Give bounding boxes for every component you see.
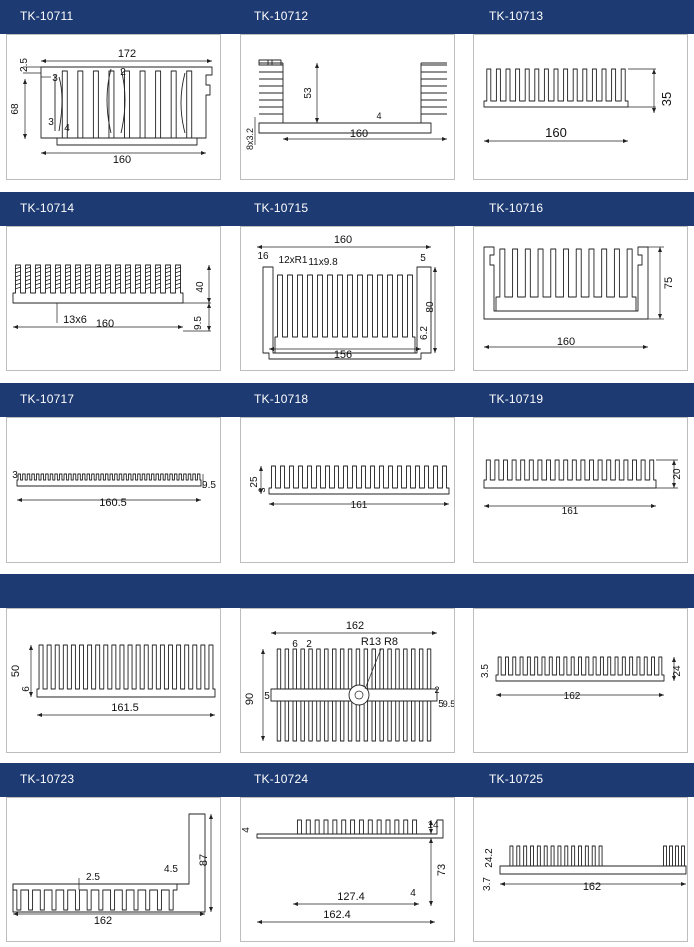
profile-drawing-tk-10712 <box>240 34 455 180</box>
dimension-arrow <box>496 693 501 697</box>
profile-outline <box>496 249 636 311</box>
profile-outline <box>500 866 686 874</box>
product-title: TK-10724 <box>254 772 309 786</box>
dimension-arrow <box>209 907 213 912</box>
dimension-label: 25 <box>249 476 260 488</box>
profile-outline <box>13 814 205 912</box>
dimension-arrow <box>651 504 656 508</box>
dimension-label: 4.5 <box>164 864 178 875</box>
dimension-label: 9.5 <box>202 480 216 491</box>
dimension-arrow <box>672 657 676 662</box>
dimension-label: R8 <box>383 636 399 648</box>
dimension-arrow <box>658 314 662 319</box>
dimension-label: 172 <box>117 48 137 60</box>
dimension-arrow <box>207 265 211 270</box>
dimension-arrow <box>269 347 274 351</box>
dimension-arrow <box>658 247 662 252</box>
product-title: TK-10715 <box>254 201 309 215</box>
row-header-5 <box>0 763 694 797</box>
dimension-label: 20 <box>672 468 683 480</box>
drawing-svg <box>241 35 455 180</box>
dimension-label: 160 <box>545 125 567 140</box>
profile-outline <box>496 657 664 681</box>
dimension-label: R13 <box>360 636 382 648</box>
product-title: TK-10714 <box>20 201 75 215</box>
dimension-arrow <box>659 693 664 697</box>
profile-outline <box>275 275 415 353</box>
profile-outline <box>257 820 443 838</box>
dimension-label: 90 <box>244 692 256 706</box>
dimension-label: 80 <box>425 301 436 313</box>
product-title: TK-10712 <box>254 9 309 23</box>
dimension-arrow <box>207 59 212 63</box>
dimension-label: 161 <box>350 500 368 511</box>
dimension-label: 50 <box>10 664 22 678</box>
dimension-arrow <box>681 882 686 886</box>
dimension-label: 2 <box>434 685 440 695</box>
dimension-label: 13x6 <box>63 314 87 326</box>
dimension-arrow <box>200 912 205 916</box>
dimension-label: 162 <box>93 915 113 927</box>
dimension-label: 87 <box>198 853 210 867</box>
product-title: TK-10718 <box>254 392 309 406</box>
dimension-label: 9.5 <box>442 699 456 709</box>
dimension-arrow <box>257 245 262 249</box>
dimension-label: 160 <box>95 318 115 330</box>
dimension-label: 160 <box>556 336 576 348</box>
row-header-4 <box>0 574 694 608</box>
dimension-arrow <box>484 345 489 349</box>
dimension-label: 162 <box>345 620 365 632</box>
product-title: TK-10719 <box>489 392 544 406</box>
profile-outline <box>275 701 433 741</box>
profile-outline <box>107 69 125 133</box>
profile-outline <box>17 474 201 486</box>
profile-drawing-tk-10718 <box>240 417 455 563</box>
profile-outline <box>662 846 686 866</box>
dimension-arrow <box>261 649 265 654</box>
dimension-label: 16 <box>257 251 269 262</box>
dimension-arrow <box>207 298 211 303</box>
dimension-arrow <box>207 303 211 308</box>
dimension-arrow <box>315 118 319 123</box>
dimension-label: 9.5 <box>193 316 204 330</box>
dimension-label: 53 <box>303 87 314 99</box>
row-header-2 <box>0 192 694 226</box>
dimension-label: 160 <box>112 154 132 166</box>
profile-drawing-tk-10713 <box>473 34 688 180</box>
dimension-label: 4 <box>241 827 252 833</box>
dimension-arrow <box>430 920 435 924</box>
dimension-label: 3 <box>12 470 18 481</box>
profile-drawing-tk-10724 <box>240 797 455 942</box>
drawing-svg <box>474 227 688 371</box>
profile-outline <box>259 60 281 65</box>
dimension-label: 127.4 <box>337 891 365 903</box>
dimension-label: 11x9.8 <box>308 257 338 268</box>
profile-drawing-row4-a <box>6 608 221 753</box>
dimension-label: 156 <box>333 349 353 361</box>
drawing-svg <box>241 609 455 753</box>
profile-drawing-row4-b <box>240 608 455 753</box>
dimension-label: 3.5 <box>480 664 491 678</box>
dimension-arrow <box>23 134 27 139</box>
drawing-svg <box>474 418 688 563</box>
drawing-svg <box>7 35 221 180</box>
profile-drawing-tk-10723 <box>6 797 221 942</box>
product-title: TK-10723 <box>20 772 75 786</box>
profile-outline <box>37 645 215 697</box>
profile-outline <box>259 123 431 133</box>
profile-outline <box>508 846 604 866</box>
drawing-svg <box>474 35 688 180</box>
dimension-arrow <box>652 69 656 74</box>
dimension-arrow <box>433 267 437 272</box>
dimension-label: 24.2 <box>484 848 495 868</box>
product-title: TK-10725 <box>489 772 544 786</box>
profile-outline <box>484 460 656 488</box>
dimension-label: 6 <box>292 639 298 650</box>
drawing-svg <box>241 418 455 563</box>
dimension-arrow <box>269 502 274 506</box>
dimension-arrow <box>429 901 433 906</box>
dimension-label: 3 <box>52 73 58 84</box>
dimension-arrow <box>17 498 22 502</box>
dimension-arrow <box>500 882 505 886</box>
dimension-label: 68 <box>10 103 21 115</box>
profile-outline <box>13 884 177 910</box>
dimension-arrow <box>432 631 437 635</box>
profile-drawing-tk-10717 <box>6 417 221 563</box>
drawing-svg <box>7 227 221 371</box>
dimension-label: 161 <box>561 506 579 517</box>
row-header-1 <box>0 0 694 34</box>
dimension-arrow <box>37 713 42 717</box>
dimension-label: 5 <box>420 253 426 264</box>
dimension-arrow <box>652 108 656 113</box>
dimension-label: 4 <box>410 888 416 899</box>
dimension-arrow <box>178 325 183 329</box>
dimension-arrow <box>259 466 263 471</box>
dimension-label: 40 <box>195 281 206 293</box>
dimension-label: 2.5 <box>86 872 100 883</box>
dimension-arrow <box>484 504 489 508</box>
dimension-label: 5 <box>438 699 444 710</box>
dimension-arrow <box>196 498 201 502</box>
drawing-svg <box>241 798 455 942</box>
profile-drawing-tk-10725 <box>473 797 688 942</box>
dimension-label: 6.2 <box>419 326 430 340</box>
profile-drawing-tk-10716 <box>473 226 688 371</box>
drawing-svg <box>474 609 688 753</box>
profile-drawing-tk-10719 <box>473 417 688 563</box>
dimension-label: 12xR1 <box>278 255 308 266</box>
dimension-arrow <box>623 139 628 143</box>
dimension-arrow <box>29 645 33 650</box>
dimension-label: 2.5 <box>19 58 30 72</box>
profile-drawing-row4-c <box>473 608 688 753</box>
dimension-label: 2 <box>120 67 126 78</box>
dimension-arrow <box>442 137 447 141</box>
dimension-arrow <box>13 325 18 329</box>
dimension-arrow <box>209 814 213 819</box>
drawing-svg <box>7 609 221 753</box>
dimension-arrow <box>484 139 489 143</box>
profile-outline <box>484 69 628 107</box>
dimension-label: 160 <box>333 234 353 246</box>
profile-drawing-tk-10711 <box>6 34 221 180</box>
dimension-label: 8x3.2 <box>245 127 255 151</box>
dimension-label: 161.5 <box>111 702 139 714</box>
profile-outline <box>269 466 449 494</box>
product-title: TK-10716 <box>489 201 544 215</box>
dimension-label: 4 <box>376 111 382 121</box>
dimension-label: 24 <box>672 665 683 677</box>
dimension-label: 160.5 <box>99 497 127 509</box>
dimension-label: 3 <box>48 117 54 128</box>
dimension-label: 162.4 <box>323 909 351 921</box>
dimension-label: 75 <box>663 276 675 290</box>
dimension-label: 5 <box>264 691 270 702</box>
product-title: TK-10711 <box>20 9 74 23</box>
dimension-arrow <box>257 920 262 924</box>
drawing-svg <box>7 418 221 563</box>
drawing-svg <box>7 798 221 942</box>
dimension-arrow <box>426 245 431 249</box>
dimension-label: 2 <box>306 639 312 650</box>
dimension-label: 3 <box>257 487 267 493</box>
dimension-arrow <box>283 137 288 141</box>
profile-outline <box>181 73 185 133</box>
dimension-label: 6 <box>21 686 32 692</box>
dimension-label: 4 <box>64 123 70 134</box>
drawing-svg <box>474 798 688 942</box>
dimension-arrow <box>315 63 319 68</box>
dimension-arrow <box>41 59 46 63</box>
profile-outline <box>259 63 447 123</box>
dimension-label: 14 <box>427 820 439 831</box>
dimension-arrow <box>23 79 27 84</box>
row-header-3 <box>0 383 694 417</box>
dimension-arrow <box>672 460 676 465</box>
dimension-arrow <box>444 502 449 506</box>
product-title: TK-10713 <box>489 9 544 23</box>
profile-drawing-tk-10715 <box>240 226 455 371</box>
dimension-arrow <box>433 348 437 353</box>
profile-outline <box>484 247 648 319</box>
product-title: TK-10717 <box>20 392 75 406</box>
dimension-arrow <box>293 902 298 906</box>
dimension-arrow <box>416 347 421 351</box>
dimension-arrow <box>210 713 215 717</box>
dimension-arrow <box>429 838 433 843</box>
dimension-arrow <box>41 151 46 155</box>
dimension-label: 35 <box>659 91 674 107</box>
profile-drawing-tk-10714 <box>6 226 221 371</box>
dimension-label: 3.7 <box>482 877 493 891</box>
mounting-hole <box>349 685 369 705</box>
dimension-arrow <box>201 151 206 155</box>
profile-outline <box>263 267 431 359</box>
profile-outline <box>295 820 419 834</box>
dimension-arrow <box>207 326 211 331</box>
dimension-arrow <box>414 902 419 906</box>
dimension-arrow <box>13 912 18 916</box>
drawing-svg <box>241 227 455 371</box>
dimension-label: 162 <box>563 691 581 702</box>
profile-outline <box>57 71 197 145</box>
profile-outline <box>275 649 433 689</box>
dimension-label: 73 <box>436 863 448 877</box>
dimension-arrow <box>643 345 648 349</box>
dimension-label: 162 <box>582 881 602 893</box>
dimension-arrow <box>271 631 276 635</box>
dimension-arrow <box>261 736 265 741</box>
dimension-label: 160 <box>349 128 369 140</box>
dimension-arrow <box>672 483 676 488</box>
